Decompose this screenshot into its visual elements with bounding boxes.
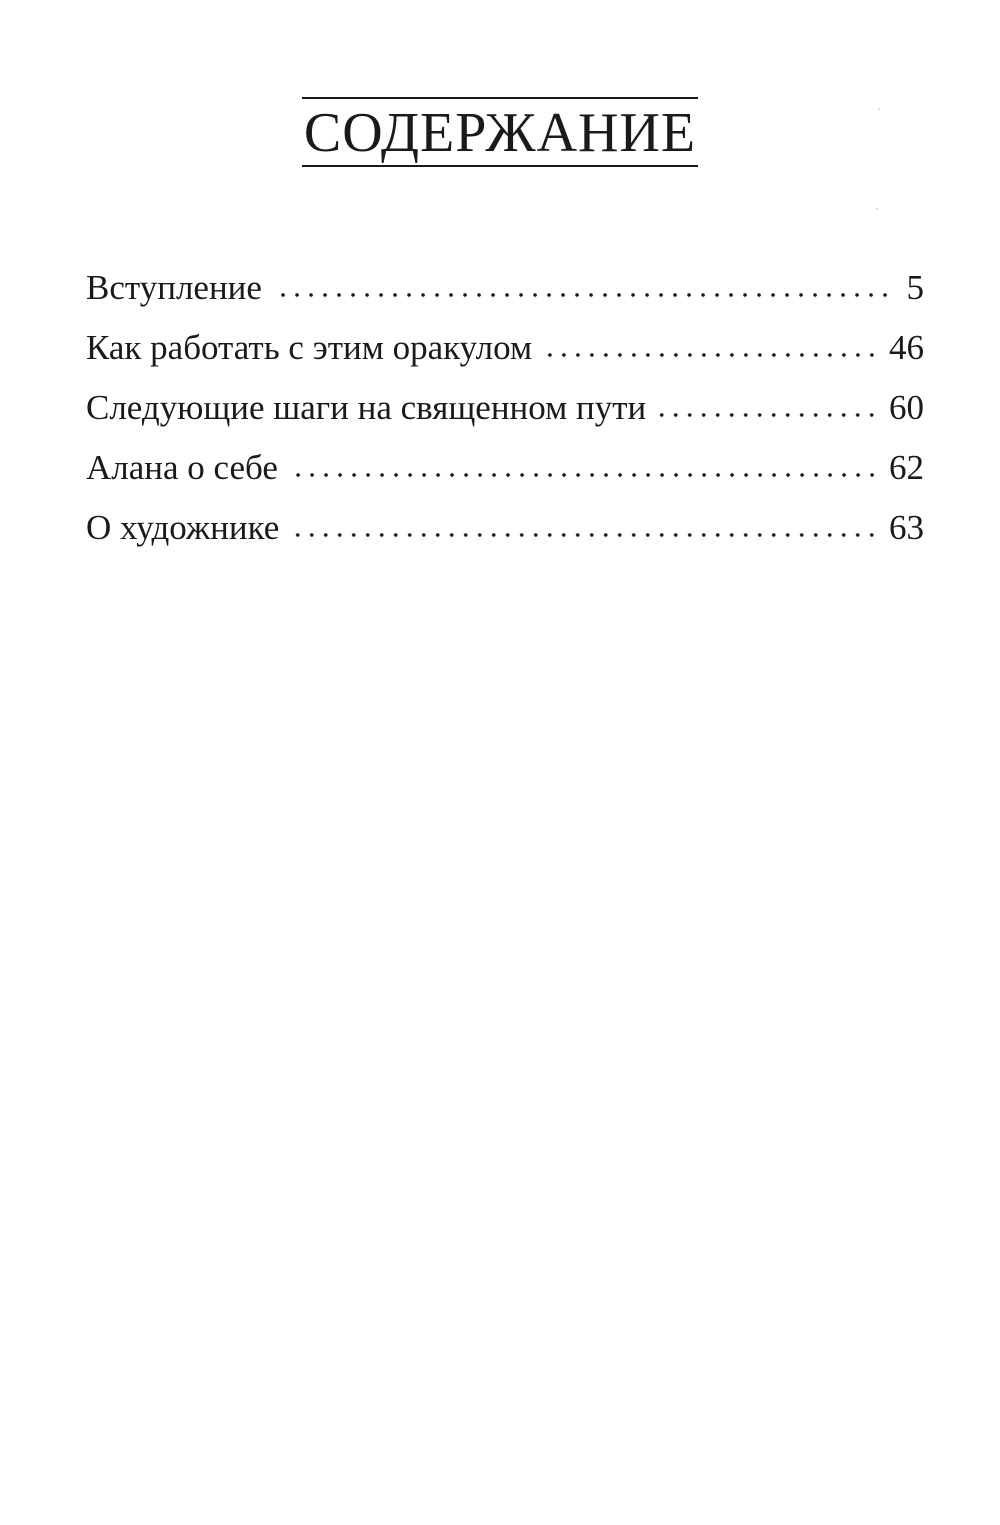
toc-entry-label: О художнике: [86, 508, 280, 547]
toc-entry-label: Вступление: [86, 268, 262, 307]
toc-entry-page-number: 60: [889, 388, 924, 427]
toc-entry-about-alana[interactable]: [86, 438, 924, 498]
toc-entry-next-steps[interactable]: [86, 378, 924, 438]
page-heading: [0, 97, 1000, 167]
toc-entry-label: Следующие шаги на священном пути: [86, 388, 647, 427]
dot-leader: [288, 473, 879, 477]
toc-entry-label: Как работать с этим оракулом: [86, 328, 533, 367]
scan-speck: [876, 208, 878, 210]
table-of-contents: [86, 258, 924, 558]
toc-entry-page-number: 46: [889, 328, 924, 367]
toc-entry-introduction[interactable]: [86, 258, 924, 318]
toc-entry-page-number: 63: [889, 508, 924, 547]
toc-entry-about-artist[interactable]: [86, 498, 924, 558]
dot-leader: [272, 293, 892, 297]
toc-entry-how-to-work[interactable]: [86, 318, 924, 378]
toc-entry-label: Алана о себе: [86, 448, 278, 487]
toc-entry-page-number: 62: [889, 448, 924, 487]
toc-entry-page-number: 5: [906, 268, 924, 307]
dot-leader: [289, 533, 879, 537]
page-title: СОДЕРЖАНИЕ: [302, 97, 698, 167]
dot-leader: [542, 353, 879, 357]
scan-speck: [878, 108, 880, 110]
dot-leader: [656, 413, 879, 417]
